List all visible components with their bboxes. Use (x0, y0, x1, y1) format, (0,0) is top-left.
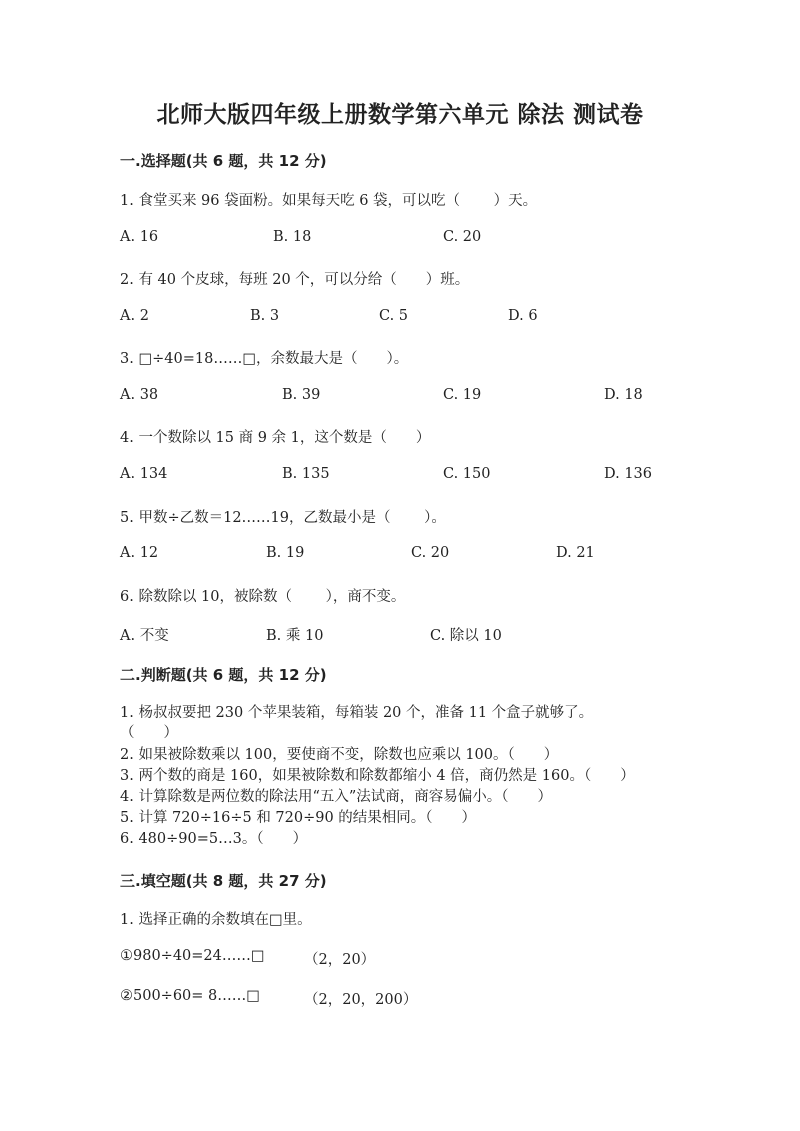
option-3c: C. 19 (443, 387, 482, 403)
option-5d: D. 21 (556, 545, 595, 561)
question-5: 5. 甲数÷乙数＝12……19，乙数最小是（ ）。 (120, 510, 446, 526)
question-1: 1. 食堂买来 96 袋面粉。如果每天吃 6 袋，可以吃（ ）天。 (120, 193, 538, 209)
fill-question-1: 1. 选择正确的余数填在□里。 (120, 912, 312, 928)
fill-item-2-choices: （2，20，200） (304, 992, 418, 1008)
option-2b: B. 3 (250, 308, 280, 324)
question-2: 2. 有 40 个皮球，每班 20 个，可以分给（ ）班。 (120, 272, 470, 288)
judge-item-4: 4. 计算除数是两位数的除法用“五入”法试商，商容易偏小。（ ） (120, 789, 553, 805)
option-1c: C. 20 (443, 229, 482, 245)
question-4: 4. 一个数除以 15 商 9 余 1，这个数是（ ） (120, 430, 431, 446)
option-3a: A. 38 (120, 387, 159, 403)
option-4b: B. 135 (282, 466, 330, 482)
section-heading-fill: 三.填空题(共 8 题，共 27 分) (120, 872, 327, 890)
option-1a: A. 16 (120, 229, 159, 245)
question-3: 3. □÷40=18……□，余数最大是（ ）。 (120, 351, 409, 367)
option-6a: A. 不变 (120, 628, 169, 644)
fill-item-1-choices: （2，20） (304, 952, 376, 968)
option-3b: B. 39 (282, 387, 321, 403)
judge-item-6: 6. 480÷90=5…3。（ ） (120, 831, 308, 847)
judge-item-3: 3. 两个数的商是 160，如果被除数和除数都缩小 4 倍，商仍然是 160。（ ） (120, 768, 635, 784)
option-5c: C. 20 (411, 545, 450, 561)
option-2d: D. 6 (508, 308, 538, 324)
option-1b: B. 18 (273, 229, 312, 245)
fill-item-1-expr: ①980÷40=24……□ (120, 948, 265, 964)
section-heading-judge: 二.判断题(共 6 题，共 12 分) (120, 666, 327, 684)
option-4c: C. 150 (443, 466, 491, 482)
question-6: 6. 除数除以 10，被除数（ ），商不变。 (120, 589, 406, 605)
judge-item-5: 5. 计算 720÷16÷5 和 720÷90 的结果相同。（ ） (120, 810, 477, 826)
fill-item-2-expr: ②500÷60= 8……□ (120, 988, 260, 1004)
section-heading-choice: 一.选择题(共 6 题，共 12 分) (120, 152, 327, 170)
option-4d: D. 136 (604, 466, 653, 482)
option-4a: A. 134 (120, 466, 168, 482)
option-5a: A. 12 (120, 545, 159, 561)
page-title: 北师大版四年级上册数学第六单元 除法 测试卷 (156, 102, 644, 128)
option-6c: C. 除以 10 (430, 628, 502, 644)
option-6b: B. 乘 10 (266, 628, 324, 644)
option-5b: B. 19 (266, 545, 305, 561)
option-2c: C. 5 (379, 308, 409, 324)
judge-item-2: 2. 如果被除数乘以 100，要使商不变，除数也应乘以 100。（ ） (120, 747, 559, 763)
option-2a: A. 2 (120, 308, 149, 324)
judge-item-1-blank: （ ） (120, 725, 178, 741)
option-3d: D. 18 (604, 387, 643, 403)
judge-item-1: 1. 杨叔叔要把 230 个苹果装箱，每箱装 20 个，准备 11 个盒子就够了。 (120, 705, 594, 721)
